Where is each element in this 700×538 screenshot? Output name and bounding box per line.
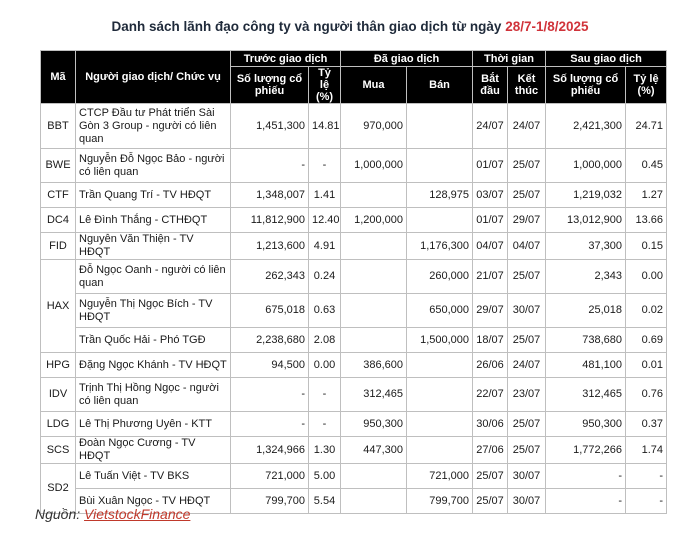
cell-after-pct: 0.00 [626,260,667,294]
cell-before-pct: - [309,149,341,183]
cell-start: 30/06 [473,412,508,437]
cell-name: Lê Đình Thắng - CTHĐQT [76,208,231,233]
cell-buy: 970,000 [341,104,407,149]
cell-code: FID [41,233,76,260]
cell-sell [407,104,473,149]
cell-buy [341,260,407,294]
cell-before-pct: 1.30 [309,437,341,464]
cell-code: BBT [41,104,76,149]
cell-after-qty: 481,100 [546,353,626,378]
cell-name: Trịnh Thị Hồng Ngọc - người có liên quan [76,378,231,412]
header-after-ratio: Tỷ lệ (%) [626,67,667,104]
cell-after-pct: 13.66 [626,208,667,233]
cell-start: 24/07 [473,104,508,149]
table-row [41,378,667,412]
cell-end: 24/07 [508,104,546,149]
cell-buy: 1,200,000 [341,208,407,233]
cell-end: 04/07 [508,233,546,260]
cell-code: IDV [41,378,76,412]
cell-after-pct: - [626,464,667,489]
cell-buy [341,233,407,260]
cell-after-qty: 13,012,900 [546,208,626,233]
cell-after-qty: 738,680 [546,328,626,353]
cell-before-pct: - [309,412,341,437]
cell-after-pct: 0.76 [626,378,667,412]
cell-after-pct: 0.45 [626,149,667,183]
cell-code: HPG [41,353,76,378]
cell-end: 24/07 [508,353,546,378]
cell-name: Đỗ Ngọc Oanh - người có liên quan [76,260,231,294]
cell-name: Đặng Ngọc Khánh - TV HĐQT [76,353,231,378]
cell-buy [341,489,407,514]
header-after-qty: Số lượng cổ phiếu [546,67,626,104]
cell-sell: 128,975 [407,183,473,208]
cell-buy [341,183,407,208]
cell-buy [341,328,407,353]
cell-start: 25/07 [473,489,508,514]
cell-start: 26/06 [473,353,508,378]
title-date-range: 28/7-1/8/2025 [505,19,589,34]
cell-after-pct: 1.27 [626,183,667,208]
cell-after-pct: 0.02 [626,294,667,328]
cell-buy: 386,600 [341,353,407,378]
cell-after-pct: 24.71 [626,104,667,149]
cell-buy [341,294,407,328]
cell-before-pct: 12.40 [309,208,341,233]
cell-before-qty: 721,000 [231,464,309,489]
table-row [41,104,667,149]
cell-after-qty: 312,465 [546,378,626,412]
cell-before-qty: - [231,149,309,183]
cell-after-qty: - [546,464,626,489]
cell-before-qty: 94,500 [231,353,309,378]
header-start: Bắt đầu [473,67,508,104]
cell-start: 22/07 [473,378,508,412]
table-row [41,183,667,208]
cell-after-pct: - [626,489,667,514]
cell-start: 03/07 [473,183,508,208]
cell-code: HAX [41,260,76,353]
header-after: Sau giao dịch [546,51,667,67]
cell-sell: 799,700 [407,489,473,514]
cell-code: DC4 [41,208,76,233]
cell-after-pct: 1.74 [626,437,667,464]
table-body [41,104,667,514]
header-before-qty: Số lượng cổ phiếu [231,67,309,104]
cell-before-qty: 11,812,900 [231,208,309,233]
cell-before-pct: 0.00 [309,353,341,378]
header-before-ratio: Tỷ lệ (%) [309,67,341,104]
page-title [0,19,700,34]
table-row [41,149,667,183]
cell-buy: 950,300 [341,412,407,437]
header-code: Mã [41,51,76,104]
cell-name: Đoàn Ngọc Cương - TV HĐQT [76,437,231,464]
cell-end: 23/07 [508,378,546,412]
header-sell: Bán [407,67,473,104]
cell-end: 30/07 [508,489,546,514]
header-time: Thời gian [473,51,546,67]
cell-after-qty: 1,772,266 [546,437,626,464]
cell-before-qty: 799,700 [231,489,309,514]
cell-end: 25/07 [508,260,546,294]
cell-end: 25/07 [508,328,546,353]
cell-end: 25/07 [508,412,546,437]
cell-before-qty: 1,348,007 [231,183,309,208]
cell-name: Bùi Xuân Ngọc - TV HĐQT [76,489,231,514]
cell-code: BWE [41,149,76,183]
cell-after-qty: 2,421,300 [546,104,626,149]
table-row [41,233,667,260]
cell-before-qty: 1,451,300 [231,104,309,149]
cell-before-qty: 1,324,966 [231,437,309,464]
cell-code: SCS [41,437,76,464]
cell-code: LDG [41,412,76,437]
cell-buy: 312,465 [341,378,407,412]
cell-start: 21/07 [473,260,508,294]
cell-after-qty: 37,300 [546,233,626,260]
table-row [41,328,667,353]
cell-sell [407,208,473,233]
cell-buy: 447,300 [341,437,407,464]
cell-after-qty: 2,343 [546,260,626,294]
cell-before-pct: - [309,378,341,412]
cell-sell [407,437,473,464]
cell-sell: 1,500,000 [407,328,473,353]
cell-after-qty: 1,219,032 [546,183,626,208]
header-trader: Người giao dịch/ Chức vụ [76,51,231,104]
cell-buy: 1,000,000 [341,149,407,183]
cell-before-pct: 5.00 [309,464,341,489]
cell-start: 18/07 [473,328,508,353]
cell-name: Lê Tuấn Việt - TV BKS [76,464,231,489]
cell-name: CTCP Đầu tư Phát triển Sài Gòn 3 Group - người có liên quan [76,104,231,149]
table-row [41,437,667,464]
cell-end: 25/07 [508,183,546,208]
cell-sell [407,378,473,412]
cell-end: 25/07 [508,437,546,464]
cell-before-qty: 2,238,680 [231,328,309,353]
cell-after-pct: 0.01 [626,353,667,378]
cell-before-pct: 0.24 [309,260,341,294]
table-header [41,51,667,104]
cell-sell [407,149,473,183]
cell-name: Nguyễn Thị Ngọc Bích - TV HĐQT [76,294,231,328]
cell-after-pct: 0.69 [626,328,667,353]
cell-before-qty: 675,018 [231,294,309,328]
cell-name: Nguyễn Đỗ Ngọc Bảo - người có liên quan [76,149,231,183]
source-label: Nguồn: [35,506,85,522]
cell-sell [407,412,473,437]
cell-start: 04/07 [473,233,508,260]
cell-end: 30/07 [508,294,546,328]
cell-after-qty: - [546,489,626,514]
header-before: Trước giao dịch [231,51,341,67]
cell-before-qty: - [231,378,309,412]
cell-after-qty: 25,018 [546,294,626,328]
cell-before-qty: - [231,412,309,437]
cell-name: Nguyễn Văn Thiện - TV HĐQT [76,233,231,260]
header-done: Đã giao dịch [341,51,473,67]
cell-before-pct: 14.81 [309,104,341,149]
table-row [41,412,667,437]
cell-start: 29/07 [473,294,508,328]
cell-sell [407,353,473,378]
cell-after-pct: 0.37 [626,412,667,437]
cell-before-pct: 4.91 [309,233,341,260]
cell-before-pct: 5.54 [309,489,341,514]
cell-start: 01/07 [473,208,508,233]
transactions-table [40,50,667,514]
cell-sell: 1,176,300 [407,233,473,260]
cell-name: Trần Quốc Hải - Phó TGĐ [76,328,231,353]
header-buy: Mua [341,67,407,104]
cell-start: 27/06 [473,437,508,464]
cell-before-pct: 2.08 [309,328,341,353]
table-row [41,260,667,294]
source-note [35,506,190,522]
title-text: Danh sách lãnh đạo công ty và người thân giao dịch từ ngày [111,19,506,34]
cell-sell: 721,000 [407,464,473,489]
cell-sell: 650,000 [407,294,473,328]
cell-after-qty: 950,300 [546,412,626,437]
source-link[interactable]: VietstockFinance [84,506,191,522]
cell-before-pct: 1.41 [309,183,341,208]
cell-name: Lê Thị Phương Uyên - KTT [76,412,231,437]
cell-end: 30/07 [508,464,546,489]
header-end: Kết thúc [508,67,546,104]
cell-buy [341,464,407,489]
table-row [41,294,667,328]
cell-before-qty: 1,213,600 [231,233,309,260]
cell-before-qty: 262,343 [231,260,309,294]
cell-before-pct: 0.63 [309,294,341,328]
table-row [41,353,667,378]
table-row [41,208,667,233]
cell-after-pct: 0.15 [626,233,667,260]
cell-name: Trần Quang Trí - TV HĐQT [76,183,231,208]
cell-start: 25/07 [473,464,508,489]
cell-end: 29/07 [508,208,546,233]
cell-start: 01/07 [473,149,508,183]
table-row [41,464,667,489]
cell-after-qty: 1,000,000 [546,149,626,183]
cell-code: CTF [41,183,76,208]
cell-code: SD2 [41,464,76,514]
cell-end: 25/07 [508,149,546,183]
cell-sell: 260,000 [407,260,473,294]
